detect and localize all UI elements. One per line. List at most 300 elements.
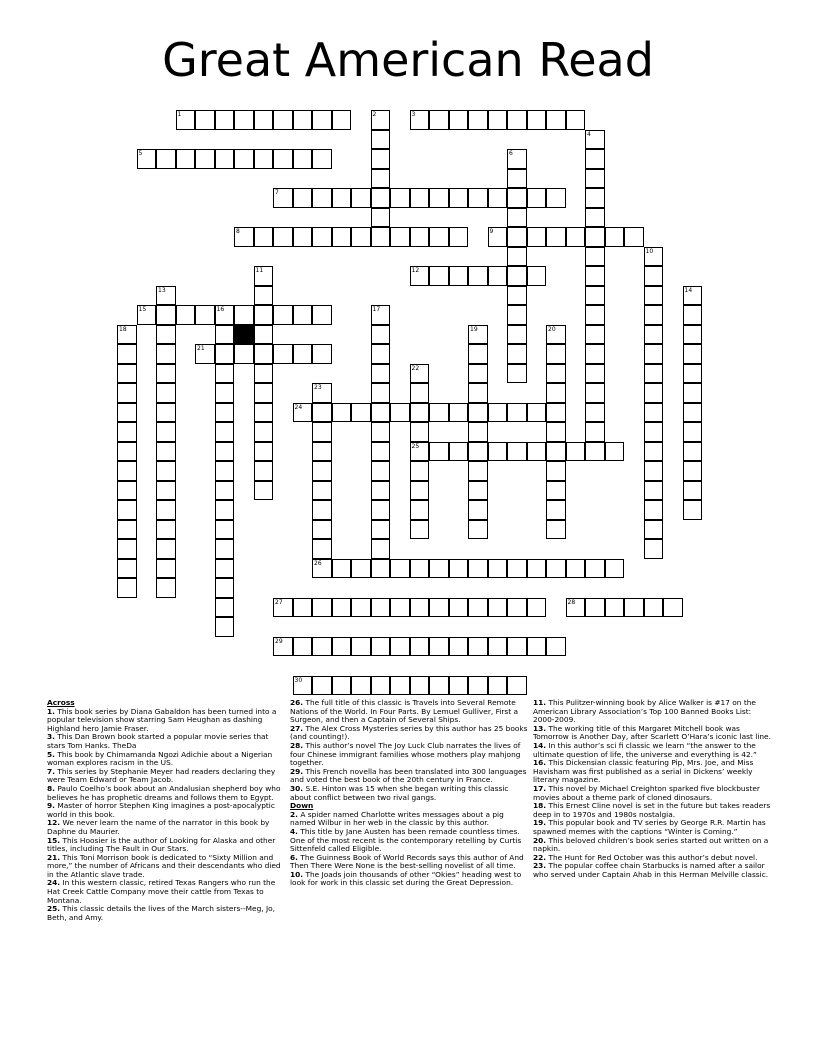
grid-cell[interactable] bbox=[468, 442, 488, 462]
grid-cell[interactable] bbox=[644, 286, 664, 306]
grid-cell[interactable] bbox=[371, 169, 391, 189]
grid-cell[interactable] bbox=[507, 325, 527, 345]
grid-cell[interactable] bbox=[585, 188, 605, 208]
grid-cell[interactable] bbox=[351, 227, 371, 247]
grid-cell[interactable] bbox=[390, 188, 410, 208]
grid-cell[interactable] bbox=[468, 266, 488, 286]
grid-cell[interactable] bbox=[117, 344, 137, 364]
grid-cell[interactable] bbox=[468, 110, 488, 130]
grid-cell[interactable] bbox=[449, 110, 469, 130]
grid-cell[interactable] bbox=[273, 305, 293, 325]
grid-cell[interactable] bbox=[683, 325, 703, 345]
grid-cell[interactable] bbox=[254, 227, 274, 247]
grid-cell[interactable] bbox=[546, 442, 566, 462]
grid-cell[interactable] bbox=[468, 422, 488, 442]
grid-cell[interactable] bbox=[605, 442, 625, 462]
grid-cell[interactable] bbox=[371, 422, 391, 442]
grid-cell[interactable] bbox=[371, 305, 391, 325]
grid-cell[interactable] bbox=[429, 559, 449, 579]
grid-cell[interactable] bbox=[390, 676, 410, 696]
grid-cell[interactable] bbox=[312, 637, 332, 657]
grid-cell[interactable] bbox=[527, 403, 547, 423]
grid-cell[interactable] bbox=[254, 403, 274, 423]
grid-cell[interactable] bbox=[195, 149, 215, 169]
grid-cell[interactable] bbox=[507, 364, 527, 384]
grid-cell[interactable] bbox=[117, 461, 137, 481]
grid-cell[interactable] bbox=[644, 461, 664, 481]
grid-cell[interactable] bbox=[137, 305, 157, 325]
grid-cell[interactable] bbox=[507, 110, 527, 130]
grid-cell[interactable] bbox=[215, 364, 235, 384]
grid-cell[interactable] bbox=[527, 559, 547, 579]
grid-cell[interactable] bbox=[546, 500, 566, 520]
grid-cell[interactable] bbox=[312, 149, 332, 169]
grid-cell[interactable] bbox=[449, 559, 469, 579]
grid-cell[interactable] bbox=[683, 305, 703, 325]
grid-cell[interactable] bbox=[507, 344, 527, 364]
grid-cell[interactable] bbox=[585, 383, 605, 403]
grid-cell[interactable] bbox=[429, 676, 449, 696]
grid-cell[interactable] bbox=[312, 344, 332, 364]
grid-cell[interactable] bbox=[507, 149, 527, 169]
grid-cell[interactable] bbox=[293, 676, 313, 696]
grid-cell[interactable] bbox=[410, 481, 430, 501]
grid-cell[interactable] bbox=[293, 403, 313, 423]
grid-cell[interactable] bbox=[215, 442, 235, 462]
grid-cell[interactable] bbox=[156, 578, 176, 598]
grid-cell[interactable] bbox=[390, 403, 410, 423]
grid-cell[interactable] bbox=[351, 188, 371, 208]
grid-cell[interactable] bbox=[273, 344, 293, 364]
grid-cell[interactable] bbox=[683, 364, 703, 384]
grid-cell[interactable] bbox=[312, 481, 332, 501]
grid-cell[interactable] bbox=[663, 598, 683, 618]
grid-cell[interactable] bbox=[488, 266, 508, 286]
grid-cell[interactable] bbox=[351, 637, 371, 657]
grid-cell[interactable] bbox=[371, 461, 391, 481]
grid-cell[interactable] bbox=[585, 403, 605, 423]
grid-cell[interactable] bbox=[468, 676, 488, 696]
grid-cell[interactable] bbox=[254, 383, 274, 403]
grid-cell[interactable] bbox=[507, 403, 527, 423]
grid-cell[interactable] bbox=[683, 442, 703, 462]
grid-cell[interactable] bbox=[410, 110, 430, 130]
grid-cell[interactable] bbox=[351, 598, 371, 618]
grid-cell[interactable] bbox=[410, 266, 430, 286]
grid-cell[interactable] bbox=[585, 266, 605, 286]
grid-cell[interactable] bbox=[468, 481, 488, 501]
grid-cell[interactable] bbox=[117, 442, 137, 462]
grid-cell[interactable] bbox=[429, 227, 449, 247]
grid-cell[interactable] bbox=[371, 539, 391, 559]
grid-cell[interactable] bbox=[312, 188, 332, 208]
grid-cell[interactable] bbox=[254, 344, 274, 364]
grid-cell[interactable] bbox=[117, 559, 137, 579]
grid-cell[interactable] bbox=[527, 188, 547, 208]
grid-cell[interactable] bbox=[390, 598, 410, 618]
grid-cell[interactable] bbox=[410, 598, 430, 618]
grid-cell[interactable] bbox=[371, 637, 391, 657]
grid-cell[interactable] bbox=[566, 227, 586, 247]
grid-cell[interactable] bbox=[234, 149, 254, 169]
grid-cell[interactable] bbox=[507, 266, 527, 286]
grid-cell[interactable] bbox=[117, 578, 137, 598]
grid-cell[interactable] bbox=[312, 383, 332, 403]
grid-cell[interactable] bbox=[585, 305, 605, 325]
grid-cell[interactable] bbox=[429, 637, 449, 657]
grid-cell[interactable] bbox=[683, 481, 703, 501]
grid-cell[interactable] bbox=[332, 676, 352, 696]
grid-cell[interactable] bbox=[644, 598, 664, 618]
grid-cell[interactable] bbox=[546, 637, 566, 657]
grid-cell[interactable] bbox=[117, 403, 137, 423]
grid-cell[interactable] bbox=[488, 188, 508, 208]
grid-cell[interactable] bbox=[546, 325, 566, 345]
grid-cell[interactable] bbox=[585, 598, 605, 618]
grid-cell[interactable] bbox=[410, 364, 430, 384]
grid-cell[interactable] bbox=[410, 227, 430, 247]
grid-cell[interactable] bbox=[468, 344, 488, 364]
grid-cell[interactable] bbox=[293, 344, 313, 364]
grid-cell[interactable] bbox=[293, 188, 313, 208]
grid-cell[interactable] bbox=[585, 208, 605, 228]
grid-cell[interactable] bbox=[332, 559, 352, 579]
grid-cell[interactable] bbox=[215, 149, 235, 169]
grid-cell[interactable] bbox=[312, 442, 332, 462]
grid-cell[interactable] bbox=[156, 422, 176, 442]
grid-cell[interactable] bbox=[215, 598, 235, 618]
grid-cell[interactable] bbox=[312, 403, 332, 423]
grid-cell[interactable] bbox=[254, 305, 274, 325]
grid-cell[interactable] bbox=[429, 188, 449, 208]
grid-cell[interactable] bbox=[644, 500, 664, 520]
grid-cell[interactable] bbox=[156, 286, 176, 306]
grid-cell[interactable] bbox=[507, 227, 527, 247]
grid-cell[interactable] bbox=[156, 383, 176, 403]
grid-cell[interactable] bbox=[371, 500, 391, 520]
grid-cell[interactable] bbox=[527, 442, 547, 462]
grid-cell[interactable] bbox=[429, 598, 449, 618]
grid-cell[interactable] bbox=[410, 559, 430, 579]
grid-cell[interactable] bbox=[117, 539, 137, 559]
grid-cell[interactable] bbox=[273, 149, 293, 169]
grid-cell[interactable] bbox=[566, 559, 586, 579]
grid-cell[interactable] bbox=[332, 598, 352, 618]
grid-cell[interactable] bbox=[390, 559, 410, 579]
grid-cell[interactable] bbox=[410, 520, 430, 540]
grid-cell[interactable] bbox=[507, 188, 527, 208]
grid-cell[interactable] bbox=[312, 539, 332, 559]
grid-cell[interactable] bbox=[215, 461, 235, 481]
grid-cell[interactable] bbox=[507, 442, 527, 462]
grid-cell[interactable] bbox=[293, 110, 313, 130]
grid-cell[interactable] bbox=[371, 130, 391, 150]
grid-cell[interactable] bbox=[254, 481, 274, 501]
grid-cell[interactable] bbox=[371, 481, 391, 501]
grid-cell[interactable] bbox=[644, 364, 664, 384]
grid-cell[interactable] bbox=[410, 383, 430, 403]
grid-cell[interactable] bbox=[332, 227, 352, 247]
grid-cell[interactable] bbox=[273, 188, 293, 208]
grid-cell[interactable] bbox=[293, 227, 313, 247]
grid-cell[interactable] bbox=[371, 344, 391, 364]
grid-cell[interactable] bbox=[410, 403, 430, 423]
grid-cell[interactable] bbox=[683, 500, 703, 520]
grid-cell[interactable] bbox=[527, 110, 547, 130]
grid-cell[interactable] bbox=[468, 325, 488, 345]
grid-cell[interactable] bbox=[293, 305, 313, 325]
grid-cell[interactable] bbox=[468, 403, 488, 423]
grid-cell[interactable] bbox=[332, 637, 352, 657]
grid-cell[interactable] bbox=[488, 676, 508, 696]
grid-cell[interactable] bbox=[546, 227, 566, 247]
grid-cell[interactable] bbox=[215, 481, 235, 501]
grid-cell[interactable] bbox=[546, 344, 566, 364]
grid-cell[interactable] bbox=[644, 481, 664, 501]
grid-cell[interactable] bbox=[273, 227, 293, 247]
grid-cell[interactable] bbox=[546, 110, 566, 130]
grid-cell[interactable] bbox=[254, 422, 274, 442]
grid-cell[interactable] bbox=[195, 110, 215, 130]
grid-cell[interactable] bbox=[371, 383, 391, 403]
grid-cell[interactable] bbox=[312, 500, 332, 520]
grid-cell[interactable] bbox=[507, 169, 527, 189]
grid-cell[interactable] bbox=[215, 578, 235, 598]
grid-cell[interactable] bbox=[332, 403, 352, 423]
grid-cell[interactable] bbox=[176, 110, 196, 130]
grid-cell[interactable] bbox=[449, 188, 469, 208]
grid-cell[interactable] bbox=[449, 442, 469, 462]
grid-cell[interactable] bbox=[312, 559, 332, 579]
grid-cell[interactable] bbox=[156, 149, 176, 169]
grid-cell[interactable] bbox=[371, 149, 391, 169]
grid-cell[interactable] bbox=[293, 637, 313, 657]
grid-cell[interactable] bbox=[507, 598, 527, 618]
grid-cell[interactable] bbox=[273, 598, 293, 618]
grid-cell[interactable] bbox=[371, 442, 391, 462]
grid-cell[interactable] bbox=[585, 559, 605, 579]
grid-cell[interactable] bbox=[546, 422, 566, 442]
grid-cell[interactable] bbox=[371, 188, 391, 208]
grid-cell[interactable] bbox=[488, 637, 508, 657]
grid-cell[interactable] bbox=[449, 403, 469, 423]
grid-cell[interactable] bbox=[312, 520, 332, 540]
grid-cell[interactable] bbox=[156, 364, 176, 384]
grid-cell[interactable] bbox=[585, 325, 605, 345]
grid-cell[interactable] bbox=[254, 110, 274, 130]
grid-cell[interactable] bbox=[254, 461, 274, 481]
grid-cell[interactable] bbox=[644, 442, 664, 462]
grid-cell[interactable] bbox=[468, 520, 488, 540]
grid-cell[interactable] bbox=[488, 559, 508, 579]
grid-cell[interactable] bbox=[371, 676, 391, 696]
grid-cell[interactable] bbox=[273, 110, 293, 130]
grid-cell[interactable] bbox=[332, 110, 352, 130]
grid-cell[interactable] bbox=[546, 559, 566, 579]
grid-cell[interactable] bbox=[585, 344, 605, 364]
grid-cell[interactable] bbox=[410, 188, 430, 208]
grid-cell[interactable] bbox=[527, 598, 547, 618]
grid-cell[interactable] bbox=[468, 637, 488, 657]
grid-cell[interactable] bbox=[195, 305, 215, 325]
grid-cell[interactable] bbox=[624, 598, 644, 618]
grid-cell[interactable] bbox=[371, 208, 391, 228]
grid-cell[interactable] bbox=[644, 266, 664, 286]
grid-cell[interactable] bbox=[585, 442, 605, 462]
grid-cell[interactable] bbox=[156, 500, 176, 520]
grid-cell[interactable] bbox=[156, 559, 176, 579]
grid-cell[interactable] bbox=[683, 383, 703, 403]
grid-cell[interactable] bbox=[449, 266, 469, 286]
grid-cell[interactable] bbox=[156, 461, 176, 481]
grid-cell[interactable] bbox=[488, 403, 508, 423]
grid-cell[interactable] bbox=[546, 461, 566, 481]
grid-cell[interactable] bbox=[312, 227, 332, 247]
grid-cell[interactable] bbox=[488, 598, 508, 618]
grid-cell[interactable] bbox=[507, 559, 527, 579]
grid-cell[interactable] bbox=[351, 559, 371, 579]
grid-cell[interactable] bbox=[605, 598, 625, 618]
grid-cell[interactable] bbox=[605, 559, 625, 579]
grid-cell[interactable] bbox=[156, 520, 176, 540]
grid-cell[interactable] bbox=[156, 539, 176, 559]
grid-cell[interactable] bbox=[507, 247, 527, 267]
grid-cell[interactable] bbox=[254, 286, 274, 306]
grid-cell[interactable] bbox=[644, 520, 664, 540]
grid-cell[interactable] bbox=[215, 344, 235, 364]
grid-cell[interactable] bbox=[488, 110, 508, 130]
grid-cell[interactable] bbox=[117, 325, 137, 345]
grid-cell[interactable] bbox=[527, 637, 547, 657]
grid-cell[interactable] bbox=[137, 149, 157, 169]
grid-cell[interactable] bbox=[215, 500, 235, 520]
grid-cell[interactable] bbox=[546, 188, 566, 208]
grid-cell[interactable] bbox=[644, 344, 664, 364]
grid-cell[interactable] bbox=[507, 637, 527, 657]
grid-cell[interactable] bbox=[410, 422, 430, 442]
grid-cell[interactable] bbox=[234, 110, 254, 130]
grid-cell[interactable] bbox=[371, 110, 391, 130]
grid-cell[interactable] bbox=[546, 481, 566, 501]
grid-cell[interactable] bbox=[585, 130, 605, 150]
grid-cell[interactable] bbox=[429, 442, 449, 462]
grid-cell[interactable] bbox=[371, 227, 391, 247]
grid-cell[interactable] bbox=[254, 266, 274, 286]
grid-cell[interactable] bbox=[117, 500, 137, 520]
grid-cell[interactable] bbox=[449, 676, 469, 696]
grid-cell[interactable] bbox=[390, 227, 410, 247]
grid-cell[interactable] bbox=[371, 520, 391, 540]
grid-cell[interactable] bbox=[410, 500, 430, 520]
grid-cell[interactable] bbox=[312, 598, 332, 618]
grid-cell[interactable] bbox=[585, 364, 605, 384]
grid-cell[interactable] bbox=[215, 383, 235, 403]
grid-cell[interactable] bbox=[488, 227, 508, 247]
grid-cell[interactable] bbox=[117, 383, 137, 403]
grid-cell[interactable] bbox=[390, 637, 410, 657]
grid-cell[interactable] bbox=[371, 598, 391, 618]
grid-cell[interactable] bbox=[507, 286, 527, 306]
grid-cell[interactable] bbox=[429, 266, 449, 286]
grid-cell[interactable] bbox=[566, 598, 586, 618]
grid-cell[interactable] bbox=[429, 110, 449, 130]
grid-cell[interactable] bbox=[644, 305, 664, 325]
grid-cell[interactable] bbox=[644, 539, 664, 559]
grid-cell[interactable] bbox=[468, 500, 488, 520]
grid-cell[interactable] bbox=[585, 247, 605, 267]
grid-cell[interactable] bbox=[585, 422, 605, 442]
grid-cell[interactable] bbox=[644, 422, 664, 442]
grid-cell[interactable] bbox=[234, 305, 254, 325]
grid-cell[interactable] bbox=[234, 344, 254, 364]
grid-cell[interactable] bbox=[683, 344, 703, 364]
grid-cell[interactable] bbox=[410, 676, 430, 696]
grid-cell[interactable] bbox=[371, 325, 391, 345]
grid-cell[interactable] bbox=[429, 403, 449, 423]
grid-cell[interactable] bbox=[585, 149, 605, 169]
grid-cell[interactable] bbox=[546, 520, 566, 540]
grid-cell[interactable] bbox=[507, 676, 527, 696]
grid-cell[interactable] bbox=[566, 110, 586, 130]
grid-cell[interactable] bbox=[371, 559, 391, 579]
grid-cell[interactable] bbox=[507, 305, 527, 325]
grid-cell[interactable] bbox=[507, 208, 527, 228]
grid-cell[interactable] bbox=[585, 286, 605, 306]
grid-cell[interactable] bbox=[176, 149, 196, 169]
grid-cell[interactable] bbox=[293, 149, 313, 169]
grid-cell[interactable] bbox=[527, 266, 547, 286]
grid-cell[interactable] bbox=[215, 403, 235, 423]
grid-cell[interactable] bbox=[117, 422, 137, 442]
grid-cell[interactable] bbox=[312, 110, 332, 130]
grid-cell[interactable] bbox=[195, 344, 215, 364]
grid-cell[interactable] bbox=[332, 188, 352, 208]
grid-cell[interactable] bbox=[312, 461, 332, 481]
grid-cell[interactable] bbox=[254, 325, 274, 345]
grid-cell[interactable] bbox=[156, 442, 176, 462]
grid-cell[interactable] bbox=[215, 305, 235, 325]
grid-cell[interactable] bbox=[546, 383, 566, 403]
grid-cell[interactable] bbox=[156, 344, 176, 364]
grid-cell[interactable] bbox=[468, 188, 488, 208]
grid-cell[interactable] bbox=[273, 637, 293, 657]
grid-cell[interactable] bbox=[624, 227, 644, 247]
grid-cell[interactable] bbox=[117, 520, 137, 540]
grid-cell[interactable] bbox=[254, 149, 274, 169]
grid-cell[interactable] bbox=[312, 422, 332, 442]
grid-cell[interactable] bbox=[410, 637, 430, 657]
grid-cell[interactable] bbox=[644, 383, 664, 403]
grid-cell[interactable] bbox=[468, 383, 488, 403]
grid-cell[interactable] bbox=[254, 442, 274, 462]
grid-cell[interactable] bbox=[585, 227, 605, 247]
grid-cell[interactable] bbox=[449, 227, 469, 247]
grid-cell[interactable] bbox=[351, 403, 371, 423]
grid-cell[interactable] bbox=[156, 481, 176, 501]
grid-cell[interactable] bbox=[215, 617, 235, 637]
grid-cell[interactable] bbox=[156, 325, 176, 345]
grid-cell[interactable] bbox=[117, 364, 137, 384]
grid-cell[interactable] bbox=[683, 403, 703, 423]
grid-cell[interactable] bbox=[293, 598, 313, 618]
grid-cell[interactable] bbox=[351, 676, 371, 696]
grid-cell[interactable] bbox=[546, 364, 566, 384]
grid-cell[interactable] bbox=[546, 403, 566, 423]
grid-cell[interactable] bbox=[683, 461, 703, 481]
grid-cell[interactable] bbox=[371, 403, 391, 423]
grid-cell[interactable] bbox=[234, 227, 254, 247]
grid-cell[interactable] bbox=[215, 539, 235, 559]
